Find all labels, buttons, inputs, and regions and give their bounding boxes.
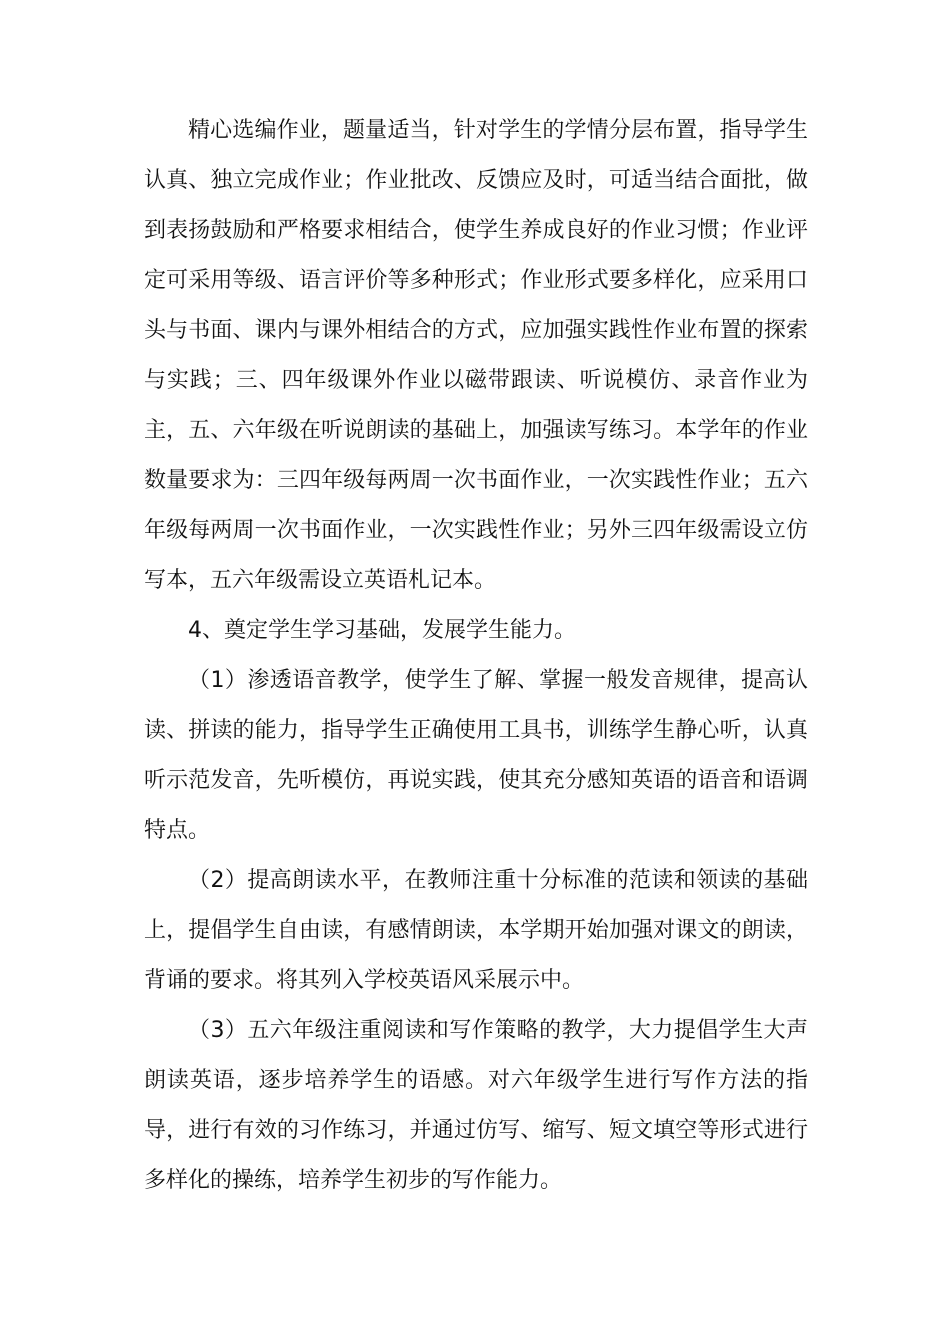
paragraph-heading-4: 4、奠定学生学习基础，发展学生能力。 xyxy=(188,618,576,643)
paragraph-homework: 精心选编作业，题量适当，针对学生的学情分层布置，指导学生认真、独立完成作业；作业批改、反馈应及时，可适当结合面批，做到表扬鼓励和严格要求相结合，使学生养成良好的作业习惯；作业评定可采用等级、语言评价等多种形式；作业形式要多样化，应采用口头与书面、课内与课外相结合的方式，应加强实践性作业布置的探索与实践；三、四年级课外作业以磁带跟读、听说模仿、录音作业为主，五、六年级在听说朗读的基础上，加强读写练习。本学年的作业数量要求为：三四年级每两周一次书面作业，一次实践性作业；五六年级每两周一次书面作业，一次实践性作业；另外三四年级需设立仿写本，五六年级需设立英语札记本。 xyxy=(144,118,808,593)
paragraph-item-2: （2）提高朗读水平，在教师注重十分标准的范读和领读的基础上，提倡学生自由读，有感情朗读，本学期开始加强对课文的朗读，背诵的要求。将其列入学校英语风采展示中。 xyxy=(144,868,808,993)
paragraph-item-1: （1）渗透语音教学，使学生了解、掌握一般发音规律，提高认读、拼读的能力，指导学生正确使用工具书，训练学生静心听，认真听示范发音，先听模仿，再说实践，使其充分感知英语的语音和语调特点。 xyxy=(144,668,808,843)
paragraph-item-3: （3）五六年级注重阅读和写作策略的教学，大力提倡学生大声朗读英语，逐步培养学生的语感。对六年级学生进行写作方法的指导，进行有效的习作练习，并通过仿写、缩写、短文填空等形式进行多样化的操练，培养学生初步的写作能力。 xyxy=(144,1018,808,1193)
document-body xyxy=(144,106,808,1206)
